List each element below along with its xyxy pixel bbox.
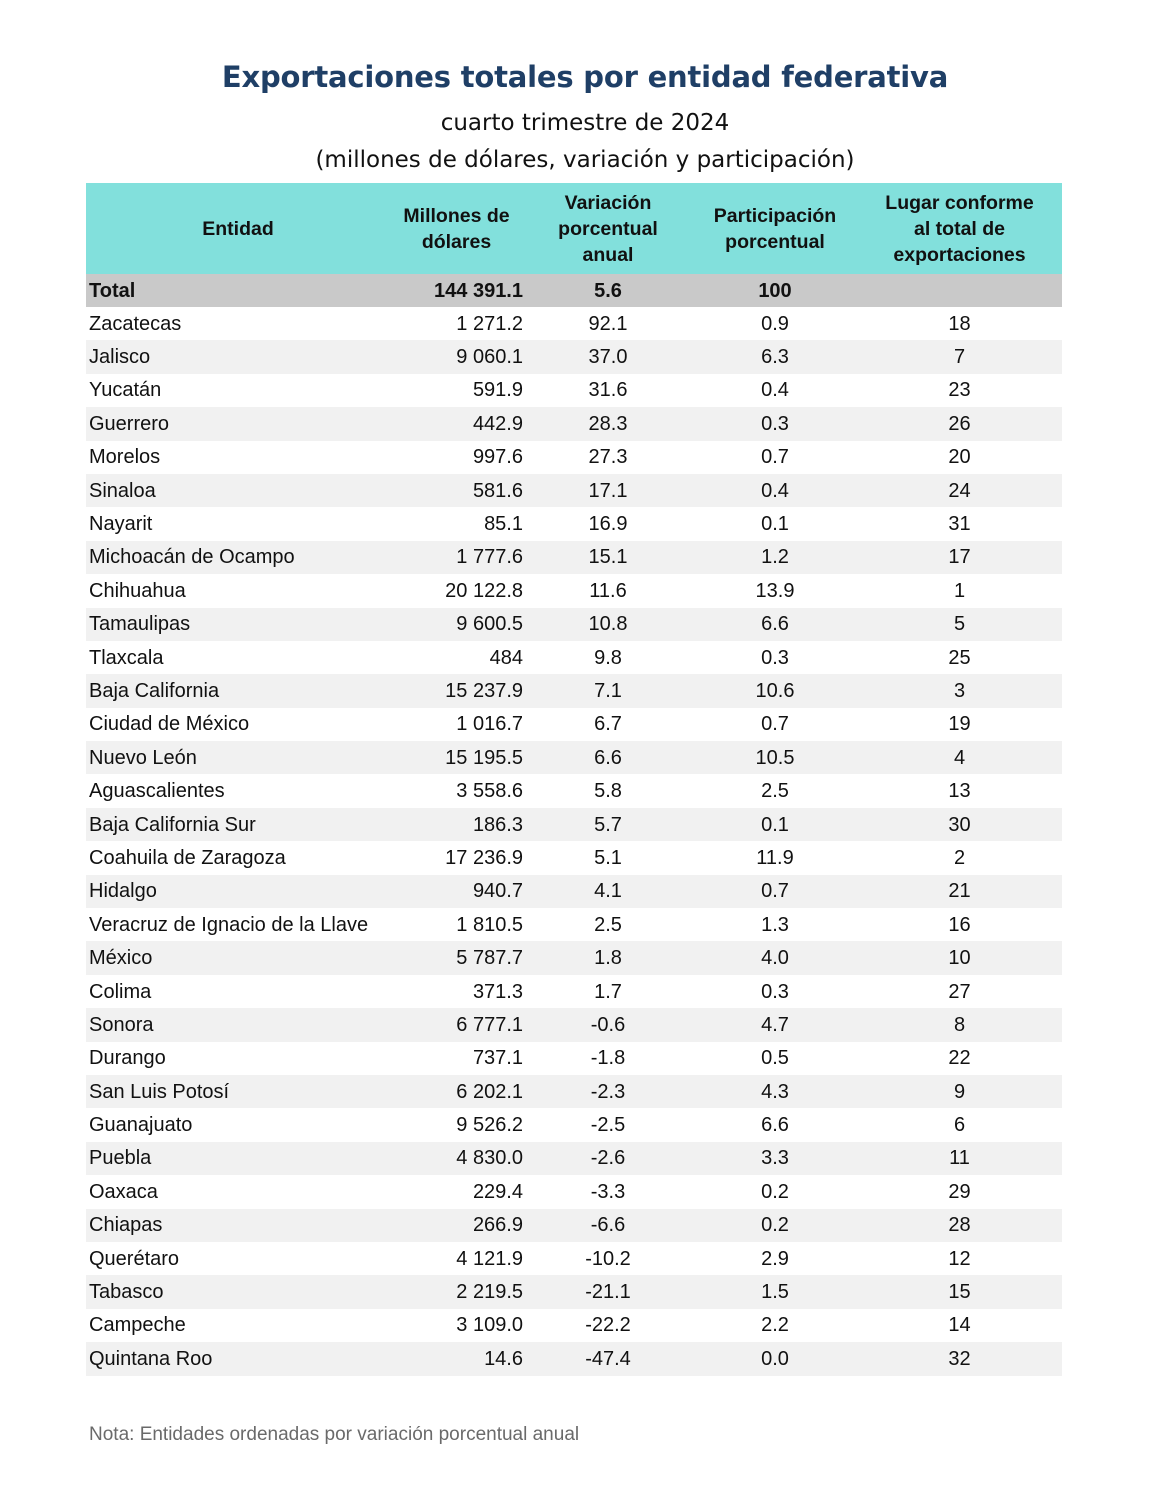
entity-name-cell: Sonora xyxy=(86,1008,390,1041)
variacion-cell: -21.1 xyxy=(523,1275,693,1308)
millones-cell: 940.7 xyxy=(390,875,523,908)
entity-name-cell: Morelos xyxy=(89,446,161,469)
variacion-cell: 15.1 xyxy=(523,541,693,574)
total-millones: 144 391.1 xyxy=(390,274,523,307)
lugar-cell: 5 xyxy=(857,608,1062,641)
participacion-cell: 1.5 xyxy=(693,1275,857,1308)
millones-cell: 9 600.5 xyxy=(390,608,523,641)
variacion-cell: 16.9 xyxy=(588,513,628,536)
total-variacion: 5.6 xyxy=(523,274,693,307)
participacion-cell: 0.7 xyxy=(693,875,857,908)
table-row xyxy=(86,608,1062,641)
participacion-cell: 6.6 xyxy=(693,608,857,641)
table-row xyxy=(86,908,1062,941)
entity-name-cell: Tlaxcala xyxy=(89,646,164,669)
entity-name-cell: Sinaloa xyxy=(86,474,390,507)
table-row xyxy=(86,1242,1062,1275)
entity-name-cell: Tabasco xyxy=(86,1275,390,1308)
participacion-cell: 0.3 xyxy=(693,407,857,440)
entity-name-cell: Tamaulipas xyxy=(86,608,390,641)
variacion-cell: -1.8 xyxy=(590,1047,626,1070)
table-row xyxy=(86,808,1062,841)
table-row xyxy=(86,674,1062,707)
participacion-cell: 0.3 xyxy=(761,980,789,1003)
variacion-cell: 37.0 xyxy=(523,340,693,373)
participacion-cell: 0.2 xyxy=(693,1209,857,1242)
lugar-cell: 8 xyxy=(857,1008,1062,1041)
total-participacion: 100 xyxy=(693,274,857,307)
variacion-cell: 6.7 xyxy=(594,713,622,736)
variacion-cell: -22.2 xyxy=(585,1314,631,1337)
millones-cell: 5 787.7 xyxy=(390,941,523,974)
table-row xyxy=(86,1142,1062,1175)
variacion-cell: -10.2 xyxy=(585,1247,631,1270)
table-row xyxy=(86,307,1062,340)
table-row xyxy=(86,1309,1062,1342)
lugar-cell: 7 xyxy=(857,340,1062,373)
header-entidad: Entidad xyxy=(86,183,390,274)
millones-cell: 484 xyxy=(489,646,523,669)
millones-cell: 186.3 xyxy=(390,808,523,841)
participacion-cell: 0.1 xyxy=(693,808,857,841)
millones-cell: 15 195.5 xyxy=(390,741,523,774)
table-header xyxy=(86,183,1062,274)
participacion-cell: 0.0 xyxy=(693,1342,857,1375)
table-row xyxy=(86,1275,1062,1308)
lugar-cell: 30 xyxy=(857,808,1062,841)
page-units-subtitle: (millones de dólares, variación y participación) xyxy=(315,147,855,173)
millones-cell: 2 219.5 xyxy=(390,1275,523,1308)
entity-name-cell: Campeche xyxy=(89,1314,186,1337)
table-row xyxy=(86,374,1062,407)
participacion-cell: 4.3 xyxy=(693,1075,857,1108)
lugar-cell: 21 xyxy=(857,875,1062,908)
variacion-cell: -2.6 xyxy=(523,1142,693,1175)
table-row xyxy=(86,975,1062,1008)
lugar-cell: 17 xyxy=(857,541,1062,574)
entity-name-cell: Baja California Sur xyxy=(86,808,390,841)
lugar-cell: 12 xyxy=(948,1247,971,1270)
millones-cell: 1 777.6 xyxy=(390,541,523,574)
participacion-cell: 2.5 xyxy=(761,780,789,803)
page-subtitle: cuarto trimestre de 2024 xyxy=(440,110,730,136)
millones-cell: 371.3 xyxy=(472,980,523,1003)
participacion-cell: 1.2 xyxy=(693,541,857,574)
variacion-cell: -47.4 xyxy=(523,1342,693,1375)
lugar-cell: 24 xyxy=(857,474,1062,507)
variacion-cell: 5.7 xyxy=(523,808,693,841)
participacion-cell: 0.5 xyxy=(761,1047,789,1070)
table-row xyxy=(86,708,1062,741)
entity-name-cell: Nayarit xyxy=(89,513,153,536)
table-row xyxy=(86,441,1062,474)
variacion-cell: 5.1 xyxy=(594,846,622,869)
variacion-cell: 9.8 xyxy=(594,646,622,669)
table-row xyxy=(86,1042,1062,1075)
entity-name-cell: Puebla xyxy=(86,1142,390,1175)
participacion-cell: 6.6 xyxy=(761,1114,789,1137)
millones-cell: 15 237.9 xyxy=(390,674,523,707)
lugar-cell: 14 xyxy=(948,1314,971,1337)
table-row xyxy=(86,1209,1062,1242)
lugar-cell: 11 xyxy=(857,1142,1062,1175)
lugar-cell: 22 xyxy=(948,1047,971,1070)
millones-cell: 591.9 xyxy=(472,379,523,402)
lugar-cell: 16 xyxy=(948,913,971,936)
millones-cell: 4 830.0 xyxy=(390,1142,523,1175)
lugar-cell: 13 xyxy=(948,780,971,803)
table-row xyxy=(86,875,1062,908)
entity-name-cell: Guanajuato xyxy=(89,1114,193,1137)
entity-name-cell: Ciudad de México xyxy=(89,713,250,736)
table-row xyxy=(86,340,1062,373)
millones-cell: 1 271.2 xyxy=(456,312,523,335)
entity-name-cell: Hidalgo xyxy=(86,875,390,908)
entity-name-cell: Michoacán de Ocampo xyxy=(86,541,390,574)
millones-cell: 9 060.1 xyxy=(390,340,523,373)
entity-name-cell: Jalisco xyxy=(86,340,390,373)
variacion-cell: -2.3 xyxy=(523,1075,693,1108)
entity-name-cell: Baja California xyxy=(86,674,390,707)
entity-name-cell: San Luis Potosí xyxy=(86,1075,390,1108)
entity-name-cell: Veracruz de Ignacio de la Llave xyxy=(89,913,369,936)
participacion-cell: 0.2 xyxy=(761,1180,789,1203)
exports-table xyxy=(86,183,1062,1376)
millones-cell: 3 558.6 xyxy=(456,780,523,803)
table-row xyxy=(86,474,1062,507)
header-lugar: Lugar conforme al total de exportaciones xyxy=(857,183,1062,274)
page-title: Exportaciones totales por entidad federativa xyxy=(221,60,949,94)
lugar-cell: 6 xyxy=(953,1114,966,1137)
participacion-cell: 3.3 xyxy=(693,1142,857,1175)
millones-cell: 442.9 xyxy=(390,407,523,440)
variacion-cell: 1.7 xyxy=(594,980,622,1003)
lugar-cell: 10 xyxy=(857,941,1062,974)
millones-cell: 581.6 xyxy=(390,474,523,507)
participacion-cell: 0.4 xyxy=(761,379,789,402)
millones-cell: 9 526.2 xyxy=(456,1114,523,1137)
entity-name-cell: Chiapas xyxy=(86,1209,390,1242)
lugar-cell: 20 xyxy=(948,446,971,469)
total-name: Total xyxy=(86,274,390,307)
variacion-cell: 27.3 xyxy=(588,446,628,469)
entity-name-cell: Quintana Roo xyxy=(86,1342,390,1375)
lugar-cell: 9 xyxy=(857,1075,1062,1108)
participacion-cell: 11.9 xyxy=(756,846,794,869)
total-lugar xyxy=(857,274,1062,307)
table-row xyxy=(86,1108,1062,1141)
millones-cell: 997.6 xyxy=(472,446,523,469)
variacion-cell: 17.1 xyxy=(523,474,693,507)
millones-cell: 1 016.7 xyxy=(456,713,523,736)
table-row xyxy=(86,507,1062,540)
entity-name-cell: Yucatán xyxy=(89,379,162,402)
header-variacion: Variación porcentual anual xyxy=(523,183,693,274)
header-millones: Millones de dólares xyxy=(390,183,523,274)
entity-name-cell: Nuevo León xyxy=(86,741,390,774)
table-row xyxy=(86,1342,1062,1375)
entity-name-cell: Colima xyxy=(89,980,152,1003)
variacion-cell: 11.6 xyxy=(589,579,627,602)
variacion-cell: 31.6 xyxy=(588,379,628,402)
participacion-cell: 0.7 xyxy=(761,446,789,469)
lugar-cell: 27 xyxy=(948,980,971,1003)
footnote: Nota: Entidades ordenadas por variación porcentual anual xyxy=(89,1424,580,1445)
lugar-cell: 15 xyxy=(857,1275,1062,1308)
millones-cell: 20 122.8 xyxy=(445,579,523,602)
variacion-cell: 2.5 xyxy=(594,913,622,936)
millones-cell: 6 777.1 xyxy=(390,1008,523,1041)
total-row xyxy=(86,274,1062,307)
lugar-cell: 32 xyxy=(857,1342,1062,1375)
millones-cell: 1 810.5 xyxy=(456,913,523,936)
table-row xyxy=(86,574,1062,607)
participacion-cell: 6.3 xyxy=(693,340,857,373)
variacion-cell: 4.1 xyxy=(523,875,693,908)
variacion-cell: 28.3 xyxy=(523,407,693,440)
lugar-cell: 29 xyxy=(948,1180,971,1203)
table-row xyxy=(86,541,1062,574)
participacion-cell: 2.2 xyxy=(761,1314,789,1337)
lugar-cell: 3 xyxy=(857,674,1062,707)
entity-name-cell: Zacatecas xyxy=(89,312,182,335)
variacion-cell: -3.3 xyxy=(590,1180,626,1203)
participacion-cell: 10.6 xyxy=(693,674,857,707)
entity-name-cell: Coahuila de Zaragoza xyxy=(89,846,286,869)
millones-cell: 3 109.0 xyxy=(456,1314,523,1337)
participacion-cell: 4.7 xyxy=(693,1008,857,1041)
participacion-cell: 0.1 xyxy=(761,513,789,536)
lugar-cell: 23 xyxy=(948,379,971,402)
participacion-cell: 13.9 xyxy=(755,579,795,602)
millones-cell: 6 202.1 xyxy=(390,1075,523,1108)
variacion-cell: 10.8 xyxy=(523,608,693,641)
variacion-cell: 92.1 xyxy=(588,312,628,335)
variacion-cell: 1.8 xyxy=(523,941,693,974)
participacion-cell: 10.5 xyxy=(693,741,857,774)
variacion-cell: -0.6 xyxy=(523,1008,693,1041)
entity-name-cell: Guerrero xyxy=(86,407,390,440)
table-row xyxy=(86,774,1062,807)
variacion-cell: -6.6 xyxy=(523,1209,693,1242)
participacion-cell: 0.4 xyxy=(693,474,857,507)
table-row xyxy=(86,741,1062,774)
table-row xyxy=(86,841,1062,874)
millones-cell: 85.1 xyxy=(484,513,523,536)
lugar-cell: 31 xyxy=(948,513,971,536)
table-row xyxy=(86,1008,1062,1041)
header-participacion: Participación porcentual xyxy=(693,183,857,274)
millones-cell: 14.6 xyxy=(390,1342,523,1375)
variacion-cell: 7.1 xyxy=(523,674,693,707)
lugar-cell: 4 xyxy=(857,741,1062,774)
table-row xyxy=(86,1175,1062,1208)
lugar-cell: 25 xyxy=(948,646,971,669)
participacion-cell: 2.9 xyxy=(761,1247,789,1270)
table-row xyxy=(86,641,1062,674)
entity-name-cell: Chihuahua xyxy=(89,579,186,602)
variacion-cell: 6.6 xyxy=(523,741,693,774)
lugar-cell: 1 xyxy=(953,579,966,602)
entity-name-cell: Aguascalientes xyxy=(89,780,225,803)
participacion-cell: 4.0 xyxy=(693,941,857,974)
entity-name-cell: México xyxy=(86,941,390,974)
entity-name-cell: Querétaro xyxy=(89,1247,180,1270)
millones-cell: 229.4 xyxy=(472,1180,523,1203)
participacion-cell: 0.7 xyxy=(761,713,789,736)
participacion-cell: 0.9 xyxy=(761,312,789,335)
variacion-cell: 5.8 xyxy=(594,780,622,803)
millones-cell: 4 121.9 xyxy=(456,1247,523,1270)
lugar-cell: 2 xyxy=(953,846,966,869)
millones-cell: 266.9 xyxy=(390,1209,523,1242)
participacion-cell: 0.3 xyxy=(761,646,789,669)
lugar-cell: 28 xyxy=(857,1209,1062,1242)
table-body xyxy=(86,274,1062,1376)
lugar-cell: 19 xyxy=(948,713,971,736)
millones-cell: 737.1 xyxy=(472,1047,523,1070)
table-row xyxy=(86,407,1062,440)
entity-name-cell: Durango xyxy=(89,1047,166,1070)
lugar-cell: 26 xyxy=(857,407,1062,440)
table-row xyxy=(86,941,1062,974)
lugar-cell: 18 xyxy=(948,312,971,335)
participacion-cell: 1.3 xyxy=(761,913,789,936)
table-row xyxy=(86,1075,1062,1108)
millones-cell: 17 236.9 xyxy=(445,846,523,869)
variacion-cell: -2.5 xyxy=(590,1114,626,1137)
entity-name-cell: Oaxaca xyxy=(89,1180,158,1203)
